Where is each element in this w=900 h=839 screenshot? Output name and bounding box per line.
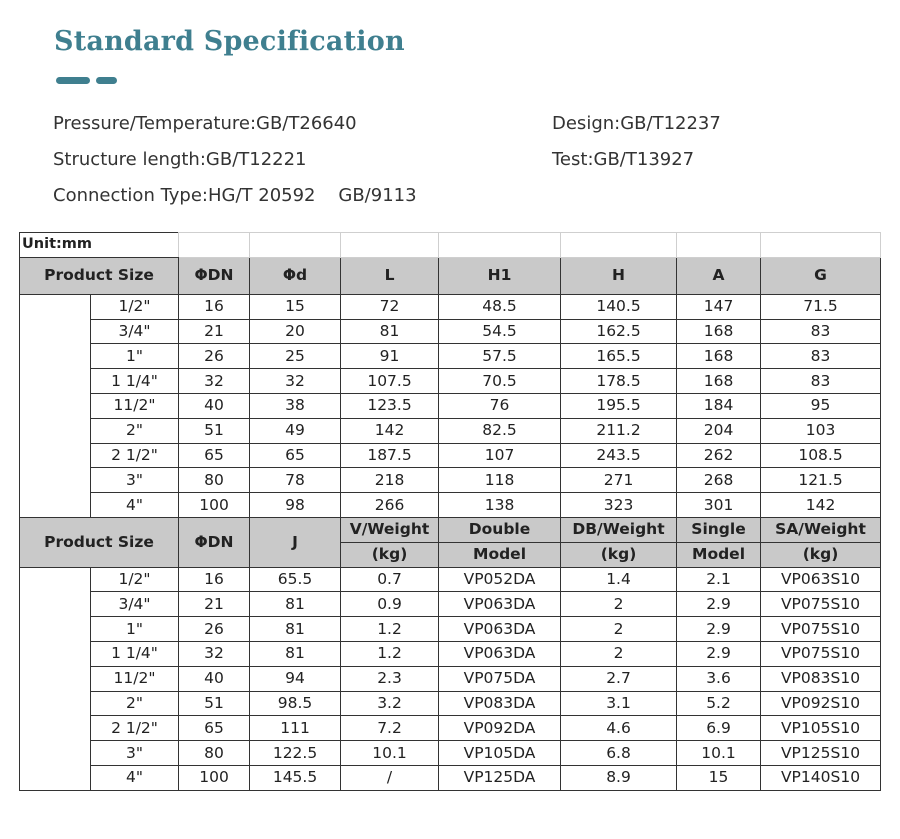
header2-dbweight: DB/Weight xyxy=(561,517,677,542)
table1-cell: 16 xyxy=(179,294,250,319)
table2-cell: / xyxy=(341,765,439,790)
table2-cell: 3/4" xyxy=(91,592,179,617)
table2-cell: 8.9 xyxy=(561,765,677,790)
table2-cell: 51 xyxy=(179,691,250,716)
table2-cell: 1.2 xyxy=(341,641,439,666)
table2-cell: 0.7 xyxy=(341,567,439,592)
table2-cell: 2.7 xyxy=(561,666,677,691)
table1-cell: 2 1/2" xyxy=(91,443,179,468)
table2-cell: VP075DA xyxy=(439,666,561,691)
table2-cell: 2" xyxy=(91,691,179,716)
table2-cell: 21 xyxy=(179,592,250,617)
header2-single-model: Model xyxy=(677,542,761,567)
header-d: Φd xyxy=(250,257,341,294)
table1-cell: 266 xyxy=(341,493,439,518)
table1-cell: 271 xyxy=(561,468,677,493)
table2-blank-cell xyxy=(20,567,91,790)
table2-cell: VP125S10 xyxy=(761,741,881,766)
table1-cell: 162.5 xyxy=(561,319,677,344)
table2-cell: 16 xyxy=(179,567,250,592)
title-underline-dash xyxy=(96,77,117,84)
table2-cell: VP075S10 xyxy=(761,592,881,617)
table1-row xyxy=(20,468,881,493)
table1-cell: 323 xyxy=(561,493,677,518)
table1-blank-cell xyxy=(20,294,91,517)
table2-cell: 80 xyxy=(179,741,250,766)
table1-cell: 168 xyxy=(677,369,761,394)
title-underline-dash xyxy=(56,77,90,84)
table2-header-row xyxy=(20,517,881,542)
table1-cell: 83 xyxy=(761,369,881,394)
spec-structure: Structure length:GB/T12221 xyxy=(53,149,307,170)
header-g: G xyxy=(761,257,881,294)
table2-cell: 10.1 xyxy=(677,741,761,766)
table1-cell: 51 xyxy=(179,418,250,443)
table2-cell: 2.3 xyxy=(341,666,439,691)
table1-row xyxy=(20,294,881,319)
spec-test: Test:GB/T13927 xyxy=(552,149,695,170)
table1-cell: 108.5 xyxy=(761,443,881,468)
table1-cell: 32 xyxy=(179,369,250,394)
table2-cell: 100 xyxy=(179,765,250,790)
table1-cell: 3" xyxy=(91,468,179,493)
table1-cell: 268 xyxy=(677,468,761,493)
table2-cell: VP063DA xyxy=(439,617,561,642)
table1-row xyxy=(20,344,881,369)
header-a: A xyxy=(677,257,761,294)
table1-cell: 91 xyxy=(341,344,439,369)
table1-row xyxy=(20,443,881,468)
table2-cell: 3.2 xyxy=(341,691,439,716)
table1-cell: 2" xyxy=(91,418,179,443)
table1-cell: 168 xyxy=(677,344,761,369)
table2-cell: 65.5 xyxy=(250,567,341,592)
table1-row xyxy=(20,319,881,344)
table2-cell: 2 xyxy=(561,592,677,617)
table2-cell: 11/2" xyxy=(91,666,179,691)
table1-cell: 1/2" xyxy=(91,294,179,319)
table1-cell: 81 xyxy=(341,319,439,344)
table1-cell: 301 xyxy=(677,493,761,518)
table1-cell: 57.5 xyxy=(439,344,561,369)
table2-cell: 1 1/4" xyxy=(91,641,179,666)
table1-cell: 21 xyxy=(179,319,250,344)
table2-cell: 3" xyxy=(91,741,179,766)
header-h: H xyxy=(561,257,677,294)
specification-table xyxy=(19,232,881,791)
table1-row xyxy=(20,493,881,518)
table2-row xyxy=(20,741,881,766)
table2-cell: 6.9 xyxy=(677,716,761,741)
table2-cell: VP063DA xyxy=(439,592,561,617)
table2-cell: 5.2 xyxy=(677,691,761,716)
table1-cell: 107 xyxy=(439,443,561,468)
table1-cell: 83 xyxy=(761,319,881,344)
header2-vweight: V/Weight xyxy=(341,517,439,542)
table2-row xyxy=(20,592,881,617)
table2-cell: VP063DA xyxy=(439,641,561,666)
table2-cell: 98.5 xyxy=(250,691,341,716)
header-dn: ΦDN xyxy=(179,257,250,294)
table2-row xyxy=(20,691,881,716)
header-product-size: Product Size xyxy=(20,257,179,294)
table1-cell: 15 xyxy=(250,294,341,319)
header2-dbweight-unit: (kg) xyxy=(561,542,677,567)
header-l: L xyxy=(341,257,439,294)
table1-cell: 32 xyxy=(250,369,341,394)
table2-cell: 2.9 xyxy=(677,641,761,666)
table1-cell: 83 xyxy=(761,344,881,369)
table1-cell: 3/4" xyxy=(91,319,179,344)
table1-cell: 38 xyxy=(250,393,341,418)
table2-cell: 2.1 xyxy=(677,567,761,592)
table1-row xyxy=(20,369,881,394)
table2-row xyxy=(20,641,881,666)
table1-cell: 142 xyxy=(341,418,439,443)
table1-cell: 70.5 xyxy=(439,369,561,394)
table2-cell: 111 xyxy=(250,716,341,741)
table2-cell: VP105S10 xyxy=(761,716,881,741)
header2-dn: ΦDN xyxy=(179,517,250,567)
table2-cell: 2.9 xyxy=(677,617,761,642)
table2-cell: 0.9 xyxy=(341,592,439,617)
table2-cell: VP075S10 xyxy=(761,641,881,666)
table2-cell: 81 xyxy=(250,592,341,617)
table1-cell: 103 xyxy=(761,418,881,443)
table1-cell: 147 xyxy=(677,294,761,319)
table1-cell: 142 xyxy=(761,493,881,518)
table1-cell: 48.5 xyxy=(439,294,561,319)
header2-product-size: Product Size xyxy=(20,517,179,567)
table1-cell: 118 xyxy=(439,468,561,493)
table1-cell: 262 xyxy=(677,443,761,468)
table2-cell: 145.5 xyxy=(250,765,341,790)
table1-row xyxy=(20,418,881,443)
table2-cell: 6.8 xyxy=(561,741,677,766)
table1-cell: 26 xyxy=(179,344,250,369)
header2-double-model: Model xyxy=(439,542,561,567)
header2-saweight-unit: (kg) xyxy=(761,542,881,567)
table1-cell: 187.5 xyxy=(341,443,439,468)
table2-cell: 65 xyxy=(179,716,250,741)
spec-design: Design:GB/T12237 xyxy=(552,113,721,134)
table1-cell: 140.5 xyxy=(561,294,677,319)
table2-row xyxy=(20,716,881,741)
table2-cell: 7.2 xyxy=(341,716,439,741)
table2-row xyxy=(20,567,881,592)
table2-cell: 40 xyxy=(179,666,250,691)
table2-cell: 3.6 xyxy=(677,666,761,691)
table1-cell: 72 xyxy=(341,294,439,319)
table2-cell: VP063S10 xyxy=(761,567,881,592)
table2-cell: VP075S10 xyxy=(761,617,881,642)
table1-cell: 123.5 xyxy=(341,393,439,418)
table1-cell: 184 xyxy=(677,393,761,418)
table2-cell: VP125DA xyxy=(439,765,561,790)
table2-cell: VP083S10 xyxy=(761,666,881,691)
table2-cell: 2 xyxy=(561,617,677,642)
table2-cell: VP052DA xyxy=(439,567,561,592)
unit-label: Unit:mm xyxy=(20,233,179,258)
table1-cell: 11/2" xyxy=(91,393,179,418)
spec-connection: Connection Type:HG/T 20592 GB/9113 xyxy=(53,185,417,206)
table1-cell: 65 xyxy=(179,443,250,468)
header2-double: Double xyxy=(439,517,561,542)
table1-cell: 165.5 xyxy=(561,344,677,369)
table2-cell: VP092DA xyxy=(439,716,561,741)
table2-row xyxy=(20,765,881,790)
table1-cell: 211.2 xyxy=(561,418,677,443)
table1-cell: 4" xyxy=(91,493,179,518)
header2-saweight: SA/Weight xyxy=(761,517,881,542)
table1-cell: 178.5 xyxy=(561,369,677,394)
header2-j: J xyxy=(250,517,341,567)
table1-header-row xyxy=(20,257,881,294)
table2-cell: VP092S10 xyxy=(761,691,881,716)
table1-cell: 76 xyxy=(439,393,561,418)
table2-cell: VP140S10 xyxy=(761,765,881,790)
table2-row xyxy=(20,617,881,642)
spec-pressure: Pressure/Temperature:GB/T26640 xyxy=(53,113,357,134)
table1-cell: 204 xyxy=(677,418,761,443)
table2-cell: 94 xyxy=(250,666,341,691)
table1-cell: 20 xyxy=(250,319,341,344)
table1-cell: 121.5 xyxy=(761,468,881,493)
header-h1: H1 xyxy=(439,257,561,294)
table2-cell: 32 xyxy=(179,641,250,666)
table1-cell: 243.5 xyxy=(561,443,677,468)
table1-cell: 65 xyxy=(250,443,341,468)
table2-cell: 81 xyxy=(250,617,341,642)
table2-cell: 1.4 xyxy=(561,567,677,592)
table1-cell: 82.5 xyxy=(439,418,561,443)
table1-cell: 78 xyxy=(250,468,341,493)
table2-cell: VP083DA xyxy=(439,691,561,716)
table2-cell: 1" xyxy=(91,617,179,642)
table2-cell: 2 1/2" xyxy=(91,716,179,741)
table2-cell: 1.2 xyxy=(341,617,439,642)
table1-cell: 40 xyxy=(179,393,250,418)
table1-cell: 218 xyxy=(341,468,439,493)
table2-cell: 2 xyxy=(561,641,677,666)
table2-cell: 15 xyxy=(677,765,761,790)
table2-cell: 10.1 xyxy=(341,741,439,766)
header2-vweight-unit: (kg) xyxy=(341,542,439,567)
table2-cell: 81 xyxy=(250,641,341,666)
table1-cell: 25 xyxy=(250,344,341,369)
table2-row xyxy=(20,666,881,691)
table2-cell: 4.6 xyxy=(561,716,677,741)
table1-cell: 98 xyxy=(250,493,341,518)
table2-cell: VP105DA xyxy=(439,741,561,766)
header2-single: Single xyxy=(677,517,761,542)
table1-cell: 95 xyxy=(761,393,881,418)
table1-cell: 80 xyxy=(179,468,250,493)
table2-cell: 26 xyxy=(179,617,250,642)
unit-row xyxy=(20,233,881,258)
table1-cell: 71.5 xyxy=(761,294,881,319)
table2-cell: 4" xyxy=(91,765,179,790)
page-title: Standard Specification xyxy=(54,26,405,57)
table1-cell: 168 xyxy=(677,319,761,344)
table2-cell: 122.5 xyxy=(250,741,341,766)
table1-cell: 1 1/4" xyxy=(91,369,179,394)
table1-cell: 107.5 xyxy=(341,369,439,394)
table1-cell: 195.5 xyxy=(561,393,677,418)
table1-cell: 49 xyxy=(250,418,341,443)
table1-cell: 100 xyxy=(179,493,250,518)
table2-cell: 2.9 xyxy=(677,592,761,617)
table2-cell: 1/2" xyxy=(91,567,179,592)
table1-cell: 138 xyxy=(439,493,561,518)
table1-cell: 54.5 xyxy=(439,319,561,344)
table1-row xyxy=(20,393,881,418)
table1-cell: 1" xyxy=(91,344,179,369)
table2-cell: 3.1 xyxy=(561,691,677,716)
